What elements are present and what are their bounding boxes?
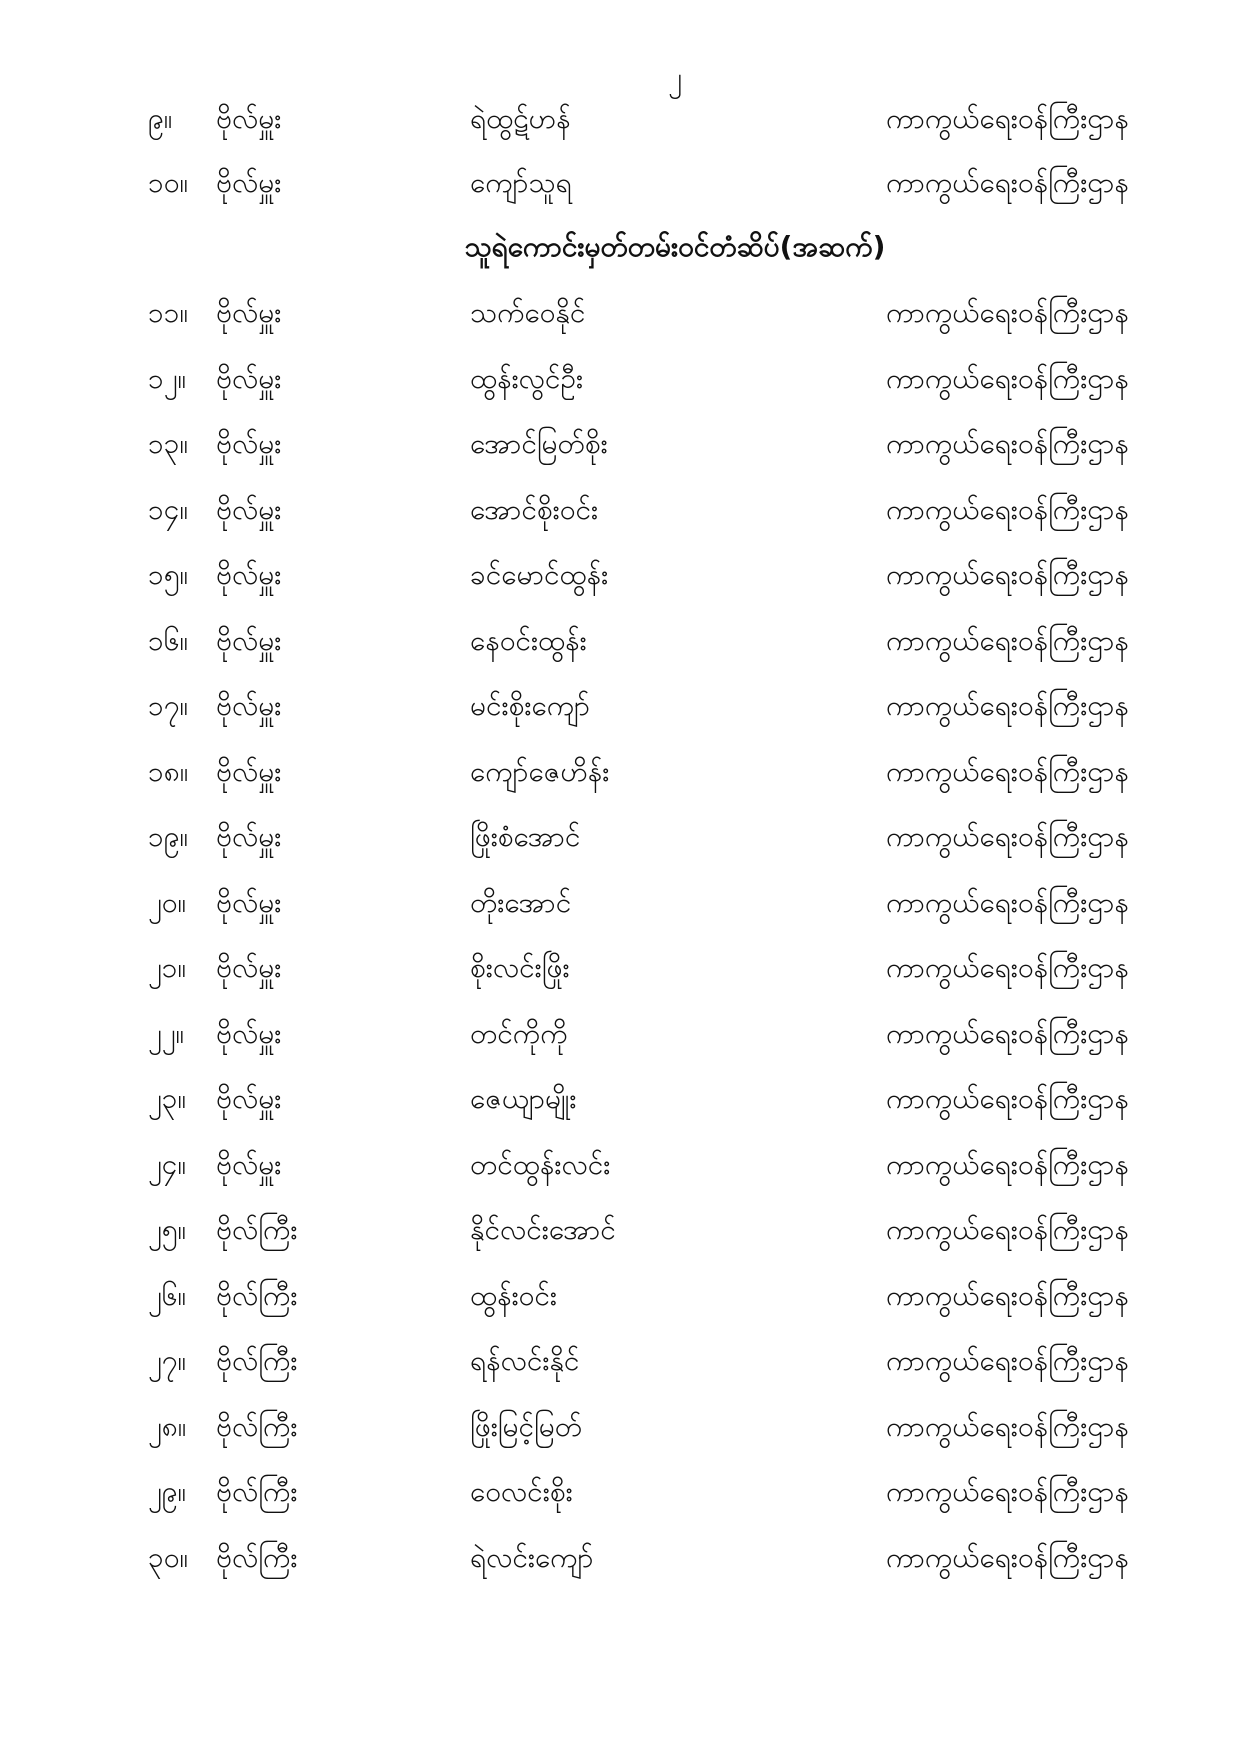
entry-number: ၂၂။ xyxy=(148,1017,184,1050)
entry-number: ၁၄။ xyxy=(148,493,188,526)
entry-rank: ဗိုလ်ကြီး xyxy=(216,1410,298,1443)
entry-number: ၂၁။ xyxy=(148,951,186,984)
entry-rank: ဗိုလ်ကြီး xyxy=(216,1475,298,1508)
entry-number: ၁၁။ xyxy=(148,296,188,329)
entry-name: မင်းစိုးကျော် xyxy=(470,689,591,722)
entry-number: ၂၀။ xyxy=(148,886,186,919)
entry-number: ၁၂။ xyxy=(148,362,186,395)
entry-rank: ဗိုလ်ကြီး xyxy=(216,1279,298,1312)
entry-number: ၃၀။ xyxy=(148,1541,188,1574)
entry-name: ရဲလင်းကျော် xyxy=(470,1541,594,1574)
list-item xyxy=(0,1402,1240,1452)
entry-ministry: ကာကွယ်ရေးဝန်ကြီးဌာန xyxy=(886,1541,1129,1574)
list-item xyxy=(0,1074,1240,1124)
entry-number: ၁၅။ xyxy=(148,558,188,591)
list-item xyxy=(0,812,1240,862)
entry-number: ၁၇။ xyxy=(148,689,188,722)
entry-ministry: ကာကွယ်ရေးဝန်ကြီးဌာန xyxy=(886,1475,1129,1508)
entry-rank: ဗိုလ်မှူး xyxy=(216,1017,282,1050)
entry-ministry: ကာကွယ်ရေးဝန်ကြီးဌာန xyxy=(886,755,1129,788)
entry-name: ဝေလင်းစိုး xyxy=(470,1475,573,1508)
entry-ministry: ကာကွယ်ရေးဝန်ကြီးဌာန xyxy=(886,1017,1129,1050)
entry-ministry: ကာကွယ်ရေးဝန်ကြီးဌာန xyxy=(886,427,1129,460)
entry-name: ရန်လင်းနိုင် xyxy=(470,1344,580,1377)
entry-rank: ဗိုလ်မှူး xyxy=(216,689,282,722)
entry-rank: ဗိုလ်မှူး xyxy=(216,296,282,329)
entry-name: ခင်မောင်ထွန်း xyxy=(470,558,609,591)
list-item xyxy=(0,1533,1240,1583)
list-item xyxy=(0,1009,1240,1059)
entry-number: ၁၉။ xyxy=(148,820,188,853)
entry-number: ၂၈။ xyxy=(148,1410,187,1443)
entry-name: သက်ဝေနိုင် xyxy=(470,296,586,329)
entry-rank: ဗိုလ်မှူး xyxy=(216,427,282,460)
entry-name: နေဝင်းထွန်း xyxy=(470,624,587,657)
list-item xyxy=(0,419,1240,469)
list-item xyxy=(0,485,1240,535)
entry-ministry: ကာကွယ်ရေးဝန်ကြီးဌာန xyxy=(886,820,1129,853)
list-item xyxy=(0,1467,1240,1517)
entry-number: ၂၆။ xyxy=(148,1279,186,1312)
entry-ministry: ကာကွယ်ရေးဝန်ကြီးဌာန xyxy=(886,689,1129,722)
entry-rank: ဗိုလ်ကြီး xyxy=(216,1213,298,1246)
entry-name: ထွန်းလွင်ဦး xyxy=(470,362,584,395)
entry-number: ၂၉။ xyxy=(148,1475,186,1508)
entry-rank: ဗိုလ်မှူး xyxy=(216,886,282,919)
entry-ministry: ကာကွယ်ရေးဝန်ကြီးဌာန xyxy=(886,1082,1129,1115)
entry-rank: ဗိုလ်မှူး xyxy=(216,820,282,853)
entry-ministry: ကာကွယ်ရေးဝန်ကြီးဌာန xyxy=(886,1344,1129,1377)
entry-number: ၂၅။ xyxy=(148,1213,186,1246)
entry-name: ထွန်းဝင်း xyxy=(470,1279,558,1312)
entry-name: ဇေယျာမျိုး xyxy=(470,1082,577,1115)
entry-ministry: ကာကွယ်ရေးဝန်ကြီးဌာန xyxy=(886,362,1129,395)
entry-name: နိုင်လင်းအောင် xyxy=(470,1213,616,1246)
entry-name: စိုးလင်းဖြိုး xyxy=(470,951,570,984)
entry-ministry: ကာကွယ်ရေးဝန်ကြီးဌာန xyxy=(886,166,1129,199)
entry-ministry: ကာကွယ်ရေးဝန်ကြီးဌာန xyxy=(886,1213,1129,1246)
list-item xyxy=(0,354,1240,404)
page-number: ၂ xyxy=(668,61,682,94)
list-item xyxy=(0,1336,1240,1386)
entry-rank: ဗိုလ်ကြီး xyxy=(216,1344,298,1377)
entry-ministry: ကာကွယ်ရေးဝန်ကြီးဌာန xyxy=(886,624,1129,657)
list-item xyxy=(0,878,1240,928)
entry-rank: ဗိုလ်မှူး xyxy=(216,166,282,199)
entry-ministry: ကာကွယ်ရေးဝန်ကြီးဌာန xyxy=(886,558,1129,591)
entry-rank: ဗိုလ်မှူး xyxy=(216,624,282,657)
list-item xyxy=(0,288,1240,338)
entry-ministry: ကာကွယ်ရေးဝန်ကြီးဌာန xyxy=(886,886,1129,919)
entry-rank: ဗိုလ်မှူး xyxy=(216,102,282,135)
entry-ministry: ကာကွယ်ရေးဝန်ကြီးဌာန xyxy=(886,296,1129,329)
entry-ministry: ကာကွယ်ရေးဝန်ကြီးဌာန xyxy=(886,1148,1129,1181)
entry-number: ၂၄။ xyxy=(148,1148,186,1181)
entry-number: ၁၃။ xyxy=(148,427,188,460)
entry-name: တိုးအောင် xyxy=(470,886,572,919)
list-item xyxy=(0,1140,1240,1190)
list-item xyxy=(0,747,1240,797)
entry-rank: ဗိုလ်မှူး xyxy=(216,558,282,591)
entry-rank: ဗိုလ်မှူး xyxy=(216,951,282,984)
list-item xyxy=(0,681,1240,731)
list-item xyxy=(0,943,1240,993)
entry-ministry: ကာကွယ်ရေးဝန်ကြီးဌာန xyxy=(886,1410,1129,1443)
list-item xyxy=(0,1271,1240,1321)
entry-rank: ဗိုလ်မှူး xyxy=(216,362,282,395)
entry-name: ကျော်ဇေဟိန်း xyxy=(470,755,610,788)
entry-number: ၁၈။ xyxy=(148,755,189,788)
entry-number: ၉။ xyxy=(148,102,173,135)
entry-name: ရဲထွဋ်ဟန် xyxy=(470,102,571,135)
entry-number: ၂၃။ xyxy=(148,1082,186,1115)
entry-number: ၁၀။ xyxy=(148,166,188,199)
entry-rank: ဗိုလ်မှူး xyxy=(216,1082,282,1115)
list-item xyxy=(0,158,1240,208)
list-item xyxy=(0,94,1240,144)
entry-name: တင်ထွန်းလင်း xyxy=(470,1148,611,1181)
entry-ministry: ကာကွယ်ရေးဝန်ကြီးဌာန xyxy=(886,493,1129,526)
section-heading: သူရဲကောင်းမှတ်တမ်းဝင်တံဆိပ်(အဆက်) xyxy=(464,230,886,263)
entry-name: ကျော်သူရ xyxy=(470,166,572,199)
entry-ministry: ကာကွယ်ရေးဝန်ကြီးဌာန xyxy=(886,102,1129,135)
entry-rank: ဗိုလ်ကြီး xyxy=(216,1541,298,1574)
entry-name: အောင်မြတ်စိုး xyxy=(470,427,608,460)
entry-name: ဖြိုးမြင့်မြတ် xyxy=(470,1410,582,1443)
list-item xyxy=(0,1205,1240,1255)
entry-number: ၂၇။ xyxy=(148,1344,186,1377)
entry-ministry: ကာကွယ်ရေးဝန်ကြီးဌာန xyxy=(886,1279,1129,1312)
entry-rank: ဗိုလ်မှူး xyxy=(216,493,282,526)
entry-number: ၁၆။ xyxy=(148,624,188,657)
entry-rank: ဗိုလ်မှူး xyxy=(216,1148,282,1181)
entry-name: တင်ကိုကို xyxy=(470,1017,568,1050)
list-item xyxy=(0,616,1240,666)
entry-name: အောင်စိုးဝင်း xyxy=(470,493,599,526)
entry-name: ဖြိုးစံအောင် xyxy=(470,820,581,853)
list-item xyxy=(0,550,1240,600)
entry-ministry: ကာကွယ်ရေးဝန်ကြီးဌာန xyxy=(886,951,1129,984)
entry-rank: ဗိုလ်မှူး xyxy=(216,755,282,788)
